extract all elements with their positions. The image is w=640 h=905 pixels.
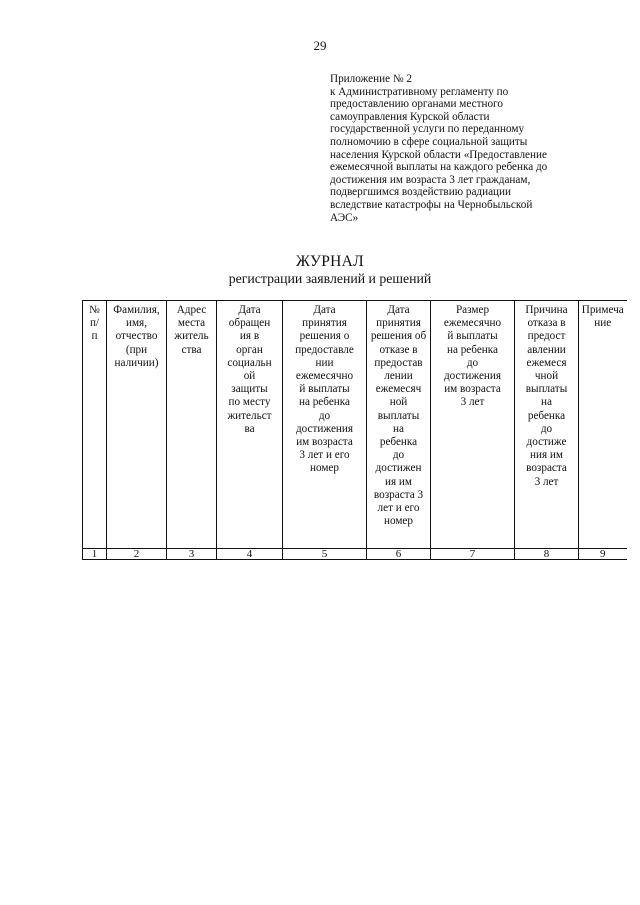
column-header-line: предоставле: [295, 343, 354, 356]
annex-line: полномочию в сфере социальной защиты: [330, 135, 528, 148]
column-header-line: ой: [243, 370, 256, 383]
column-header-line: до: [392, 449, 405, 462]
column-header-line: орган: [236, 343, 263, 356]
column-header-line: нии: [315, 356, 334, 369]
column-header-line: й выплаты: [299, 383, 350, 396]
annex-block: [330, 73, 580, 224]
column-header-line: ва: [244, 422, 255, 435]
column-header-line: социальн: [227, 356, 272, 369]
column-header-line: на ребенка: [298, 396, 351, 409]
column-header-line: по месту: [228, 396, 271, 409]
column-header-line: им возраста: [444, 383, 501, 396]
column-header-line: достижения: [295, 422, 354, 435]
column-header-line: защиты: [231, 383, 268, 396]
column-header-line: решения о: [299, 330, 350, 343]
annex-line: населения Курской области «Предоставление: [330, 148, 547, 161]
column-header-line: №: [89, 304, 100, 316]
column-header-line: до: [540, 422, 553, 435]
column-header-line: чной: [534, 370, 559, 383]
column-header-line: Фамилия,: [113, 304, 160, 316]
column-header-line: ия им: [385, 475, 412, 488]
column-header-line: отказа в: [527, 317, 566, 330]
column-header-line: достижен: [375, 462, 422, 475]
column-header-line: Адрес: [176, 304, 207, 316]
column-header-line: ребенка: [527, 409, 566, 422]
annex-line: ежемесячной выплаты на каждого ребенка до: [330, 161, 548, 174]
column-header-line: ния им: [530, 449, 563, 462]
column-number-row: [83, 549, 627, 560]
column-header-line: ние: [594, 317, 612, 330]
table-header-row: [83, 301, 627, 549]
annex-line: предоставлению органами местного: [330, 98, 503, 111]
column-header-line: предост: [527, 330, 566, 343]
column-header-line: Дата: [238, 304, 261, 316]
column-header-line: достижения: [443, 370, 502, 383]
annex-line: Приложение № 2: [330, 73, 412, 85]
column-header-line: номер: [383, 515, 413, 528]
column-header-line: им возраста: [296, 436, 353, 449]
column-number: 4: [217, 549, 283, 560]
column-number: 7: [431, 549, 515, 560]
column-header-line: принятия: [376, 317, 421, 330]
column-header-line: лении: [384, 370, 413, 383]
column-header-line: выплаты: [377, 409, 420, 422]
column-header-line: имя,: [125, 317, 147, 330]
annex-line: вследствие катастрофы на Чернобыльской: [330, 198, 533, 211]
column-header-line: 3 лет и его: [299, 449, 350, 462]
column-header: [283, 301, 367, 549]
column-header-line: ства: [181, 343, 202, 356]
column-header-line: ежемесяч: [375, 383, 422, 396]
column-header-line: п: [91, 330, 98, 343]
column-number: 6: [367, 549, 431, 560]
column-header-line: принятия: [302, 317, 347, 330]
column-header: [579, 301, 627, 549]
column-header-line: Дата: [387, 304, 410, 316]
annex-line: государственной услуги по переданному: [330, 123, 525, 136]
column-header-line: отказе в: [379, 343, 418, 356]
column-header: [217, 301, 283, 549]
column-number: 3: [167, 549, 217, 560]
column-header-line: ежемесячно: [295, 370, 354, 383]
column-header-line: 3 лет: [534, 475, 559, 488]
column-header-line: на ребенка: [446, 343, 499, 356]
column-header-line: Дата: [313, 304, 336, 316]
column-header-line: отчество: [115, 330, 158, 343]
column-header-line: на: [541, 396, 552, 409]
column-header-line: достиже: [526, 436, 567, 449]
column-header-line: возраста: [526, 462, 567, 475]
column-header-line: 3 лет: [460, 396, 485, 409]
column-header-line: ной: [389, 396, 408, 409]
column-number: 5: [283, 549, 367, 560]
column-header: [83, 301, 107, 549]
column-header-line: п/: [89, 317, 100, 330]
registry-table: [82, 300, 627, 560]
annex-line: достижения им возраста 3 лет гражданам,: [330, 173, 531, 186]
column-header-line: житель: [174, 330, 209, 343]
column-header-line: лет и его: [377, 502, 420, 515]
column-header-line: наличии): [114, 356, 159, 369]
column-header: [367, 301, 431, 549]
column-header-line: выплаты: [525, 383, 568, 396]
column-header-line: жительст: [227, 409, 272, 422]
column-number: 2: [107, 549, 167, 560]
annex-line: АЭС»: [330, 211, 359, 224]
column-header-line: Размер: [455, 304, 490, 316]
column-header: [431, 301, 515, 549]
journal-title: ЖУРНАЛ: [296, 253, 364, 270]
column-header-line: решения об: [370, 330, 427, 343]
annex-line: к Административному регламенту по: [330, 85, 509, 98]
page-number: 29: [313, 38, 327, 53]
column-header-line: й выплаты: [447, 330, 498, 343]
column-number: 8: [515, 549, 579, 560]
journal-subtitle: регистрации заявлений и решений: [228, 271, 432, 286]
column-number: 1: [83, 549, 107, 560]
column-header: [107, 301, 167, 549]
column-header-line: (при: [125, 343, 148, 356]
column-header: [167, 301, 217, 549]
column-header-line: предостав: [374, 356, 423, 369]
column-header-line: места: [177, 317, 206, 330]
column-header-line: ребенка: [379, 436, 418, 449]
column-header-line: до: [466, 356, 479, 369]
column-number: 9: [579, 549, 627, 560]
column-header-line: номер: [309, 462, 339, 475]
column-header-line: до: [318, 409, 331, 422]
column-header-line: Причина: [525, 304, 568, 316]
column-header-line: на: [393, 422, 404, 435]
annex-line: подвергшимся воздействию радиации: [330, 186, 512, 199]
column-header-line: обращен: [228, 317, 271, 330]
column-header-line: ежемеся: [526, 356, 567, 369]
column-header-line: авлении: [527, 343, 566, 356]
column-header: [515, 301, 579, 549]
column-header-line: ежемесячно: [443, 317, 502, 330]
column-header-line: ия в: [239, 330, 260, 343]
column-header-line: Примеча: [581, 304, 624, 316]
column-header-line: возраста 3: [373, 488, 424, 501]
annex-line: самоуправления Курской области: [330, 110, 490, 123]
